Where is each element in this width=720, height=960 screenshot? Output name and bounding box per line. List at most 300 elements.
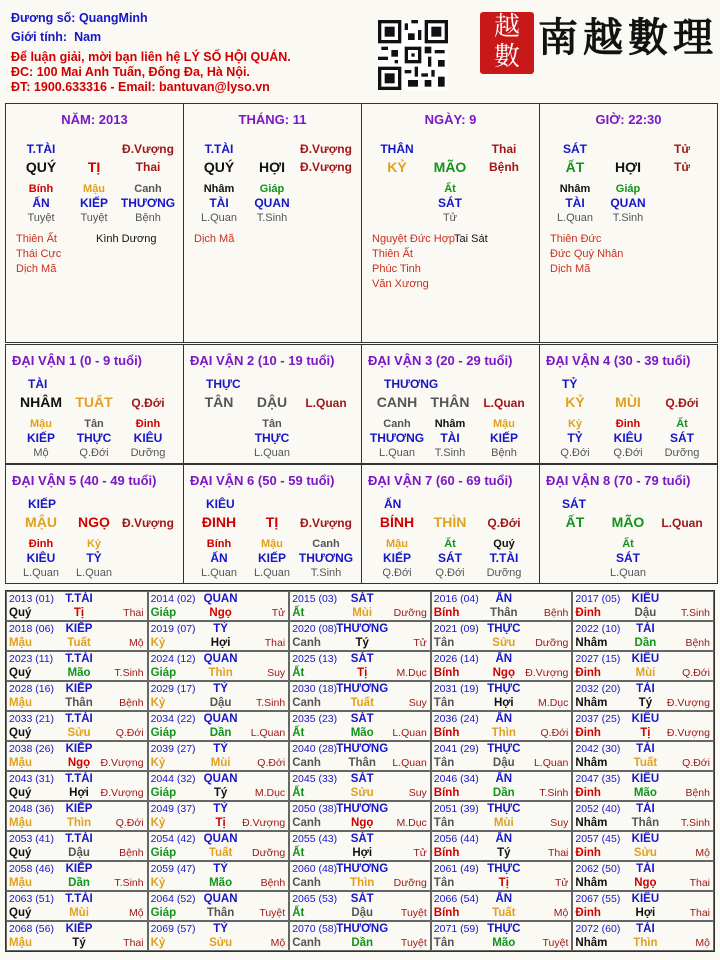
year-phase: Tuyệt	[259, 907, 286, 919]
year-cell	[148, 861, 290, 891]
year-cell	[431, 741, 573, 771]
year-label: 2021 (09)	[433, 623, 479, 635]
hidden-stem: Nhâm	[203, 183, 235, 195]
than-sat: Thái Cực	[16, 248, 62, 260]
year-phase: Đ.Vượng	[100, 757, 144, 769]
year-stem: Quý	[9, 667, 32, 679]
year-stem: Nhâm	[575, 637, 608, 649]
year-label: 2028 (16)	[9, 683, 54, 695]
year-label: 2054 (42)	[150, 833, 196, 845]
year-label: 2071 (59)	[433, 923, 479, 935]
chi-note: Tử	[673, 160, 691, 174]
year-label: 2064 (52)	[150, 893, 196, 905]
year-cell	[431, 861, 573, 891]
year-stem: Tân	[433, 937, 455, 949]
year-branch: Dần	[634, 637, 657, 649]
year-stem: Canh	[292, 937, 321, 949]
year-star: THỰC	[487, 803, 521, 815]
year-phase: M.Dục	[396, 667, 427, 679]
year-label: 2058 (46)	[9, 863, 54, 875]
year-phase: L.Quan	[533, 757, 569, 769]
year-phase: Mộ	[270, 937, 286, 949]
hidden-stem: Tân	[84, 418, 104, 430]
dai-van-can: MẬU	[25, 514, 57, 530]
year-star: KIẾP	[65, 623, 93, 635]
hidden-stem: Canh	[134, 183, 162, 195]
year-stem: Ất	[292, 847, 305, 859]
year-star: KIẾP	[65, 683, 93, 695]
year-branch: Tý	[72, 937, 86, 949]
year-branch: Mão	[350, 727, 374, 739]
year-label: 2034 (22)	[150, 713, 196, 725]
year-star: THƯƠNG	[336, 803, 389, 815]
year-cell	[289, 681, 431, 711]
year-phase: Q.Đới	[682, 667, 710, 679]
year-branch: Dần	[68, 877, 90, 889]
year-phase: Thai	[689, 877, 710, 889]
dai-van-chi: NGỌ	[78, 514, 110, 530]
hidden-phase: Tuyệt	[27, 212, 55, 224]
year-phase: M.Dục	[254, 787, 286, 799]
year-stem: Canh	[292, 877, 321, 889]
year-stem: Ất	[292, 787, 305, 799]
tg-star: THÂN	[380, 142, 414, 156]
year-branch: Thìn	[66, 817, 92, 829]
brand-logo: 南越數理	[538, 14, 718, 61]
year-branch: Mão	[492, 937, 516, 949]
year-stem: Ất	[292, 607, 305, 619]
year-label: 2032 (20)	[575, 683, 621, 695]
year-star: THỰC	[487, 863, 521, 875]
hidden-phase: Bệnh	[491, 447, 517, 459]
year-stem: Canh	[292, 697, 321, 709]
year-phase: Dưỡng	[393, 607, 427, 619]
year-stem: Đinh	[575, 667, 601, 679]
year-star: T.TÀI	[65, 653, 93, 665]
year-branch: Tị	[73, 607, 85, 619]
year-label: 2017 (05)	[575, 593, 621, 605]
hidden-star: SÁT	[438, 551, 462, 565]
year-branch: Thân	[206, 907, 235, 919]
year-label: 2033 (21)	[9, 713, 54, 725]
year-stem: Giáp	[150, 667, 177, 679]
year-star: THỰC	[487, 923, 521, 935]
year-star: KIÊU	[631, 653, 660, 665]
year-star: TÀI	[636, 803, 655, 815]
year-phase: L.Quan	[392, 757, 427, 769]
year-phase: Thai	[547, 847, 569, 859]
year-label: 2049 (37)	[150, 803, 196, 815]
year-stem: Bính	[433, 667, 460, 679]
year-cell	[6, 591, 148, 621]
year-branch: Sửu	[633, 847, 657, 859]
year-cell	[431, 681, 573, 711]
year-branch: Tý	[497, 847, 511, 859]
hidden-stem: Giáp	[259, 183, 285, 195]
year-star: KIÊU	[631, 893, 660, 905]
year-label: 2055 (43)	[292, 833, 338, 845]
year-cell	[431, 771, 573, 801]
hidden-stem: Bính	[28, 183, 54, 195]
tg-phase: Đ.Vượng	[300, 142, 352, 156]
pillar-title: GIỜ: 22:30	[595, 112, 662, 127]
year-cell	[572, 681, 714, 711]
year-phase: Mộ	[695, 937, 710, 949]
dai-van-can: ẤT	[565, 514, 585, 530]
hidden-stem: Mậu	[261, 538, 283, 550]
year-phase: Bệnh	[685, 787, 710, 799]
hidden-phase: Q.Đới	[560, 447, 590, 459]
year-branch: Hợi	[635, 907, 656, 919]
hidden-stem: Canh	[383, 418, 411, 430]
year-label: 2046 (34)	[433, 773, 479, 785]
year-phase: T.Sinh	[680, 817, 710, 829]
than-sat: Dịch Mã	[16, 263, 57, 275]
year-phase: L.Quan	[250, 727, 286, 739]
dai-van-title: ĐẠI VẬN 3 (20 - 29 tuổi)	[368, 353, 513, 368]
year-stem: Quý	[9, 847, 32, 859]
year-label: 2053 (41)	[9, 833, 54, 845]
year-stem: Kỷ	[150, 877, 166, 889]
year-branch: Tý	[638, 697, 653, 709]
dai-van-box	[183, 464, 362, 584]
year-phase: Bệnh	[260, 877, 286, 889]
year-label: 2065 (53)	[292, 893, 338, 905]
hidden-stem: Đinh	[135, 418, 161, 430]
dai-van-title: ĐẠI VẬN 7 (60 - 69 tuổi)	[368, 473, 513, 488]
dai-van-chi: TỊ	[265, 514, 279, 530]
hidden-phase: Q.Đới	[382, 567, 412, 579]
dai-van-can: BÍNH	[379, 514, 415, 530]
year-cell	[148, 801, 290, 831]
year-branch: Mùi	[352, 607, 373, 619]
year-cell	[289, 891, 431, 921]
year-cell	[148, 741, 290, 771]
than-sat: Thiên Ất	[16, 233, 57, 245]
year-stem: Kỷ	[150, 697, 166, 709]
year-cell	[148, 681, 290, 711]
dai-van-title: ĐẠI VẬN 2 (10 - 19 tuổi)	[190, 353, 335, 368]
hidden-star: TÀI	[209, 196, 229, 210]
dai-van-box	[5, 464, 184, 584]
dai-van-box	[361, 344, 540, 464]
qr-code-icon	[378, 20, 448, 90]
year-phase: Tử	[413, 637, 427, 649]
year-stem: Nhâm	[575, 817, 608, 829]
year-label: 2050 (38)	[292, 803, 338, 815]
year-label: 2067 (55)	[575, 893, 621, 905]
hidden-phase: Q.Đới	[79, 447, 109, 459]
pillar-chi: HỢI	[615, 159, 641, 175]
hidden-star: KIÊU	[26, 551, 56, 565]
gender-line	[11, 30, 101, 44]
year-label: 2015 (03)	[292, 593, 338, 605]
year-stem: Đinh	[575, 727, 601, 739]
year-label: 2016 (04)	[433, 593, 479, 605]
pillar-can: QUÝ	[203, 159, 235, 175]
year-cell	[289, 621, 431, 651]
hidden-phase: L.Quan	[556, 212, 594, 224]
year-branch: Dậu	[634, 607, 657, 619]
hidden-phase: Bệnh	[135, 212, 161, 224]
year-branch: Tuất	[492, 907, 516, 919]
year-cell	[148, 921, 290, 951]
year-label: 2018 (06)	[9, 623, 54, 635]
year-branch: Hợi	[69, 787, 89, 799]
year-phase: M.Dục	[396, 817, 427, 829]
year-cell	[148, 711, 290, 741]
dai-van-chi: THÂN	[430, 394, 470, 410]
gender-label: Giới tính:	[11, 30, 68, 44]
hidden-stem: Tân	[262, 418, 282, 430]
pillar-box	[5, 103, 184, 343]
year-cell	[572, 621, 714, 651]
year-stem: Giáp	[150, 607, 177, 619]
year-label: 2031 (19)	[433, 683, 479, 695]
year-star: T.TÀI	[65, 833, 93, 845]
dai-van-chi: MÙI	[615, 394, 641, 410]
hidden-phase: Dưỡng	[486, 567, 522, 579]
year-label: 2042 (30)	[575, 743, 621, 755]
year-star: THƯƠNG	[336, 863, 389, 875]
year-star: TÀI	[636, 623, 655, 635]
year-label: 2051 (39)	[433, 803, 479, 815]
year-star: QUAN	[203, 653, 238, 665]
pillar-title: NĂM: 2013	[61, 112, 128, 127]
year-branch: Thân	[348, 757, 376, 769]
address-line: ĐC: 100 Mai Anh Tuấn, Đống Đa, Hà Nội.	[11, 65, 250, 79]
year-star: SÁT	[350, 833, 374, 845]
year-stem: Canh	[292, 637, 321, 649]
year-star: KIÊU	[631, 713, 660, 725]
hidden-star: SÁT	[438, 196, 462, 210]
hidden-phase: T.Sinh	[256, 212, 288, 224]
year-phase: T.Sinh	[114, 877, 144, 889]
hidden-stem: Bính	[206, 538, 232, 550]
year-phase: Mộ	[553, 907, 569, 919]
year-stem: Giáp	[150, 787, 177, 799]
year-star: T.TÀI	[65, 713, 93, 725]
year-label: 2072 (60)	[575, 923, 621, 935]
year-branch: Tuất	[67, 637, 91, 649]
year-label: 2066 (54)	[433, 893, 479, 905]
year-cell	[148, 891, 290, 921]
year-branch: Dậu	[351, 907, 374, 919]
year-cell	[572, 651, 714, 681]
year-branch: Tị	[498, 877, 509, 889]
year-stem: Mậu	[9, 697, 32, 709]
year-branch: Thân	[490, 607, 518, 619]
hidden-star: KIẾP	[489, 431, 519, 445]
year-cell	[289, 651, 431, 681]
year-branch: Tị	[357, 667, 368, 679]
hidden-phase: Mộ	[33, 447, 49, 459]
dai-van-can: NHÂM	[20, 394, 62, 410]
year-label: 2029 (17)	[150, 683, 196, 695]
year-stem: Mậu	[9, 757, 32, 769]
tg-star: SÁT	[563, 142, 587, 156]
year-star: THỰC	[487, 743, 521, 755]
year-phase: Dưỡng	[535, 637, 569, 649]
year-branch: Mão	[209, 877, 233, 889]
year-cell	[572, 771, 714, 801]
pillar-box	[183, 103, 362, 343]
year-stem: Quý	[9, 787, 32, 799]
year-cell	[289, 711, 431, 741]
year-phase: Mộ	[129, 907, 144, 919]
dai-van-box	[361, 464, 540, 584]
dai-van-star: THƯƠNG	[384, 377, 439, 391]
name-label: Đương số:	[11, 11, 76, 25]
year-stem: Bính	[433, 727, 460, 739]
hidden-stem: Canh	[312, 538, 340, 550]
dai-van-star: ẤN	[384, 497, 402, 511]
year-star: ẤN	[495, 713, 513, 725]
dai-van-star: KIÊU	[206, 497, 235, 511]
year-label: 2026 (14)	[433, 653, 479, 665]
year-star: KIẾP	[65, 863, 93, 875]
year-phase: Suy	[408, 787, 427, 799]
year-star: KIÊU	[631, 773, 660, 785]
year-cell	[289, 831, 431, 861]
than-sat: Đức Quý Nhân	[550, 248, 624, 260]
pillar-can: QUÝ	[25, 159, 57, 175]
hidden-star: TÀI	[565, 196, 585, 210]
year-branch: Tuất	[633, 757, 658, 769]
year-cell	[572, 861, 714, 891]
year-label: 2070 (58)	[292, 923, 338, 935]
year-phase: Tuyệt	[400, 907, 427, 919]
dai-van-phase: L.Quan	[483, 396, 525, 410]
year-star: ẤN	[495, 833, 513, 845]
tg-phase: Đ.Vượng	[122, 142, 174, 156]
year-phase: Bệnh	[119, 697, 144, 709]
year-branch: Mão	[633, 787, 657, 799]
year-phase: Thai	[123, 607, 144, 619]
year-stem: Kỷ	[150, 757, 166, 769]
year-phase: Suy	[408, 697, 427, 709]
year-cell	[431, 711, 573, 741]
year-label: 2047 (35)	[575, 773, 621, 785]
year-phase: Tử	[413, 847, 427, 859]
pillar-chi: TỊ	[87, 159, 101, 175]
year-phase: T.Sinh	[680, 607, 710, 619]
year-label: 2022 (10)	[575, 623, 621, 635]
annual-luck-table	[5, 590, 715, 952]
year-cell	[6, 711, 148, 741]
hidden-phase: L.Quan	[75, 567, 113, 579]
year-label: 2044 (32)	[150, 773, 196, 785]
year-cell	[6, 801, 148, 831]
year-star: SÁT	[350, 593, 374, 605]
year-star: TỶ	[213, 863, 228, 875]
dai-van-title: ĐẠI VẬN 6 (50 - 59 tuổi)	[190, 473, 335, 488]
year-label: 2045 (33)	[292, 773, 338, 785]
year-cell	[572, 741, 714, 771]
year-star: ẤN	[495, 653, 513, 665]
hidden-star: KIẾP	[257, 551, 287, 565]
dai-van-phase: L.Quan	[305, 396, 347, 410]
year-branch: Tị	[215, 817, 226, 829]
year-star: QUAN	[203, 773, 238, 785]
year-star: SÁT	[350, 893, 374, 905]
dai-van-star: KIẾP	[28, 497, 57, 511]
year-cell	[6, 921, 148, 951]
than-sat: Thiên Đức	[550, 233, 602, 245]
hidden-phase: Tuyệt	[80, 212, 108, 224]
year-phase: Bệnh	[685, 637, 710, 649]
hidden-phase: L.Quan	[253, 567, 291, 579]
year-label: 2013 (01)	[9, 593, 54, 605]
year-cell	[431, 831, 573, 861]
hidden-stem: Đinh	[28, 538, 54, 550]
year-star: T.TÀI	[65, 593, 93, 605]
year-cell	[572, 891, 714, 921]
dai-van-can: CANH	[376, 394, 418, 410]
year-stem: Kỷ	[150, 937, 166, 949]
tg-star: T.TÀI	[204, 142, 234, 156]
year-label: 2052 (40)	[575, 803, 621, 815]
year-stem: Nhâm	[575, 757, 608, 769]
dai-van-phase: Q.Đới	[665, 396, 699, 410]
year-branch: Tuất	[208, 847, 233, 859]
owner-line	[11, 11, 148, 25]
year-branch: Dậu	[492, 757, 515, 769]
year-branch: Hợi	[352, 847, 373, 859]
year-star: TÀI	[636, 743, 655, 755]
year-branch: Thân	[631, 817, 660, 829]
year-branch: Dần	[492, 787, 515, 799]
year-phase: L.Quan	[392, 727, 427, 739]
year-branch: Ngọ	[209, 607, 232, 619]
year-branch: Sửu	[209, 937, 233, 949]
hidden-star: KIẾP	[382, 551, 412, 565]
year-label: 2057 (45)	[575, 833, 621, 845]
year-star: KIẾP	[65, 803, 93, 815]
year-phase: Suy	[550, 817, 569, 829]
year-label: 2024 (12)	[150, 653, 196, 665]
than-sat-2: Tai Sát	[454, 233, 488, 245]
year-stem: Giáp	[150, 907, 177, 919]
year-branch: Thìn	[208, 667, 233, 679]
hidden-phase: T.Sinh	[310, 567, 342, 579]
year-branch: Hợi	[493, 697, 514, 709]
dai-van-star: THỰC	[206, 377, 241, 391]
year-cell	[289, 861, 431, 891]
year-stem: Bính	[433, 907, 460, 919]
than-sat: Thiên Ất	[372, 248, 413, 260]
year-stem: Tân	[433, 637, 455, 649]
year-cell	[572, 711, 714, 741]
year-phase: Tử	[554, 877, 569, 889]
year-cell	[431, 621, 573, 651]
year-stem: Ất	[292, 727, 305, 739]
year-label: 2023 (11)	[9, 653, 54, 665]
year-stem: Nhâm	[575, 937, 608, 949]
hidden-phase: L.Quan	[22, 567, 60, 579]
hidden-stem: Ất	[444, 183, 456, 195]
year-cell	[289, 771, 431, 801]
hidden-phase: Q.Đới	[435, 567, 465, 579]
year-phase: Q.Đới	[540, 727, 569, 739]
year-phase: Mộ	[129, 637, 144, 649]
year-branch: Dần	[209, 727, 232, 739]
hidden-star: ẤN	[32, 196, 50, 210]
year-stem: Nhâm	[575, 877, 608, 889]
year-cell	[148, 831, 290, 861]
year-cell	[6, 861, 148, 891]
year-star: SÁT	[350, 653, 374, 665]
